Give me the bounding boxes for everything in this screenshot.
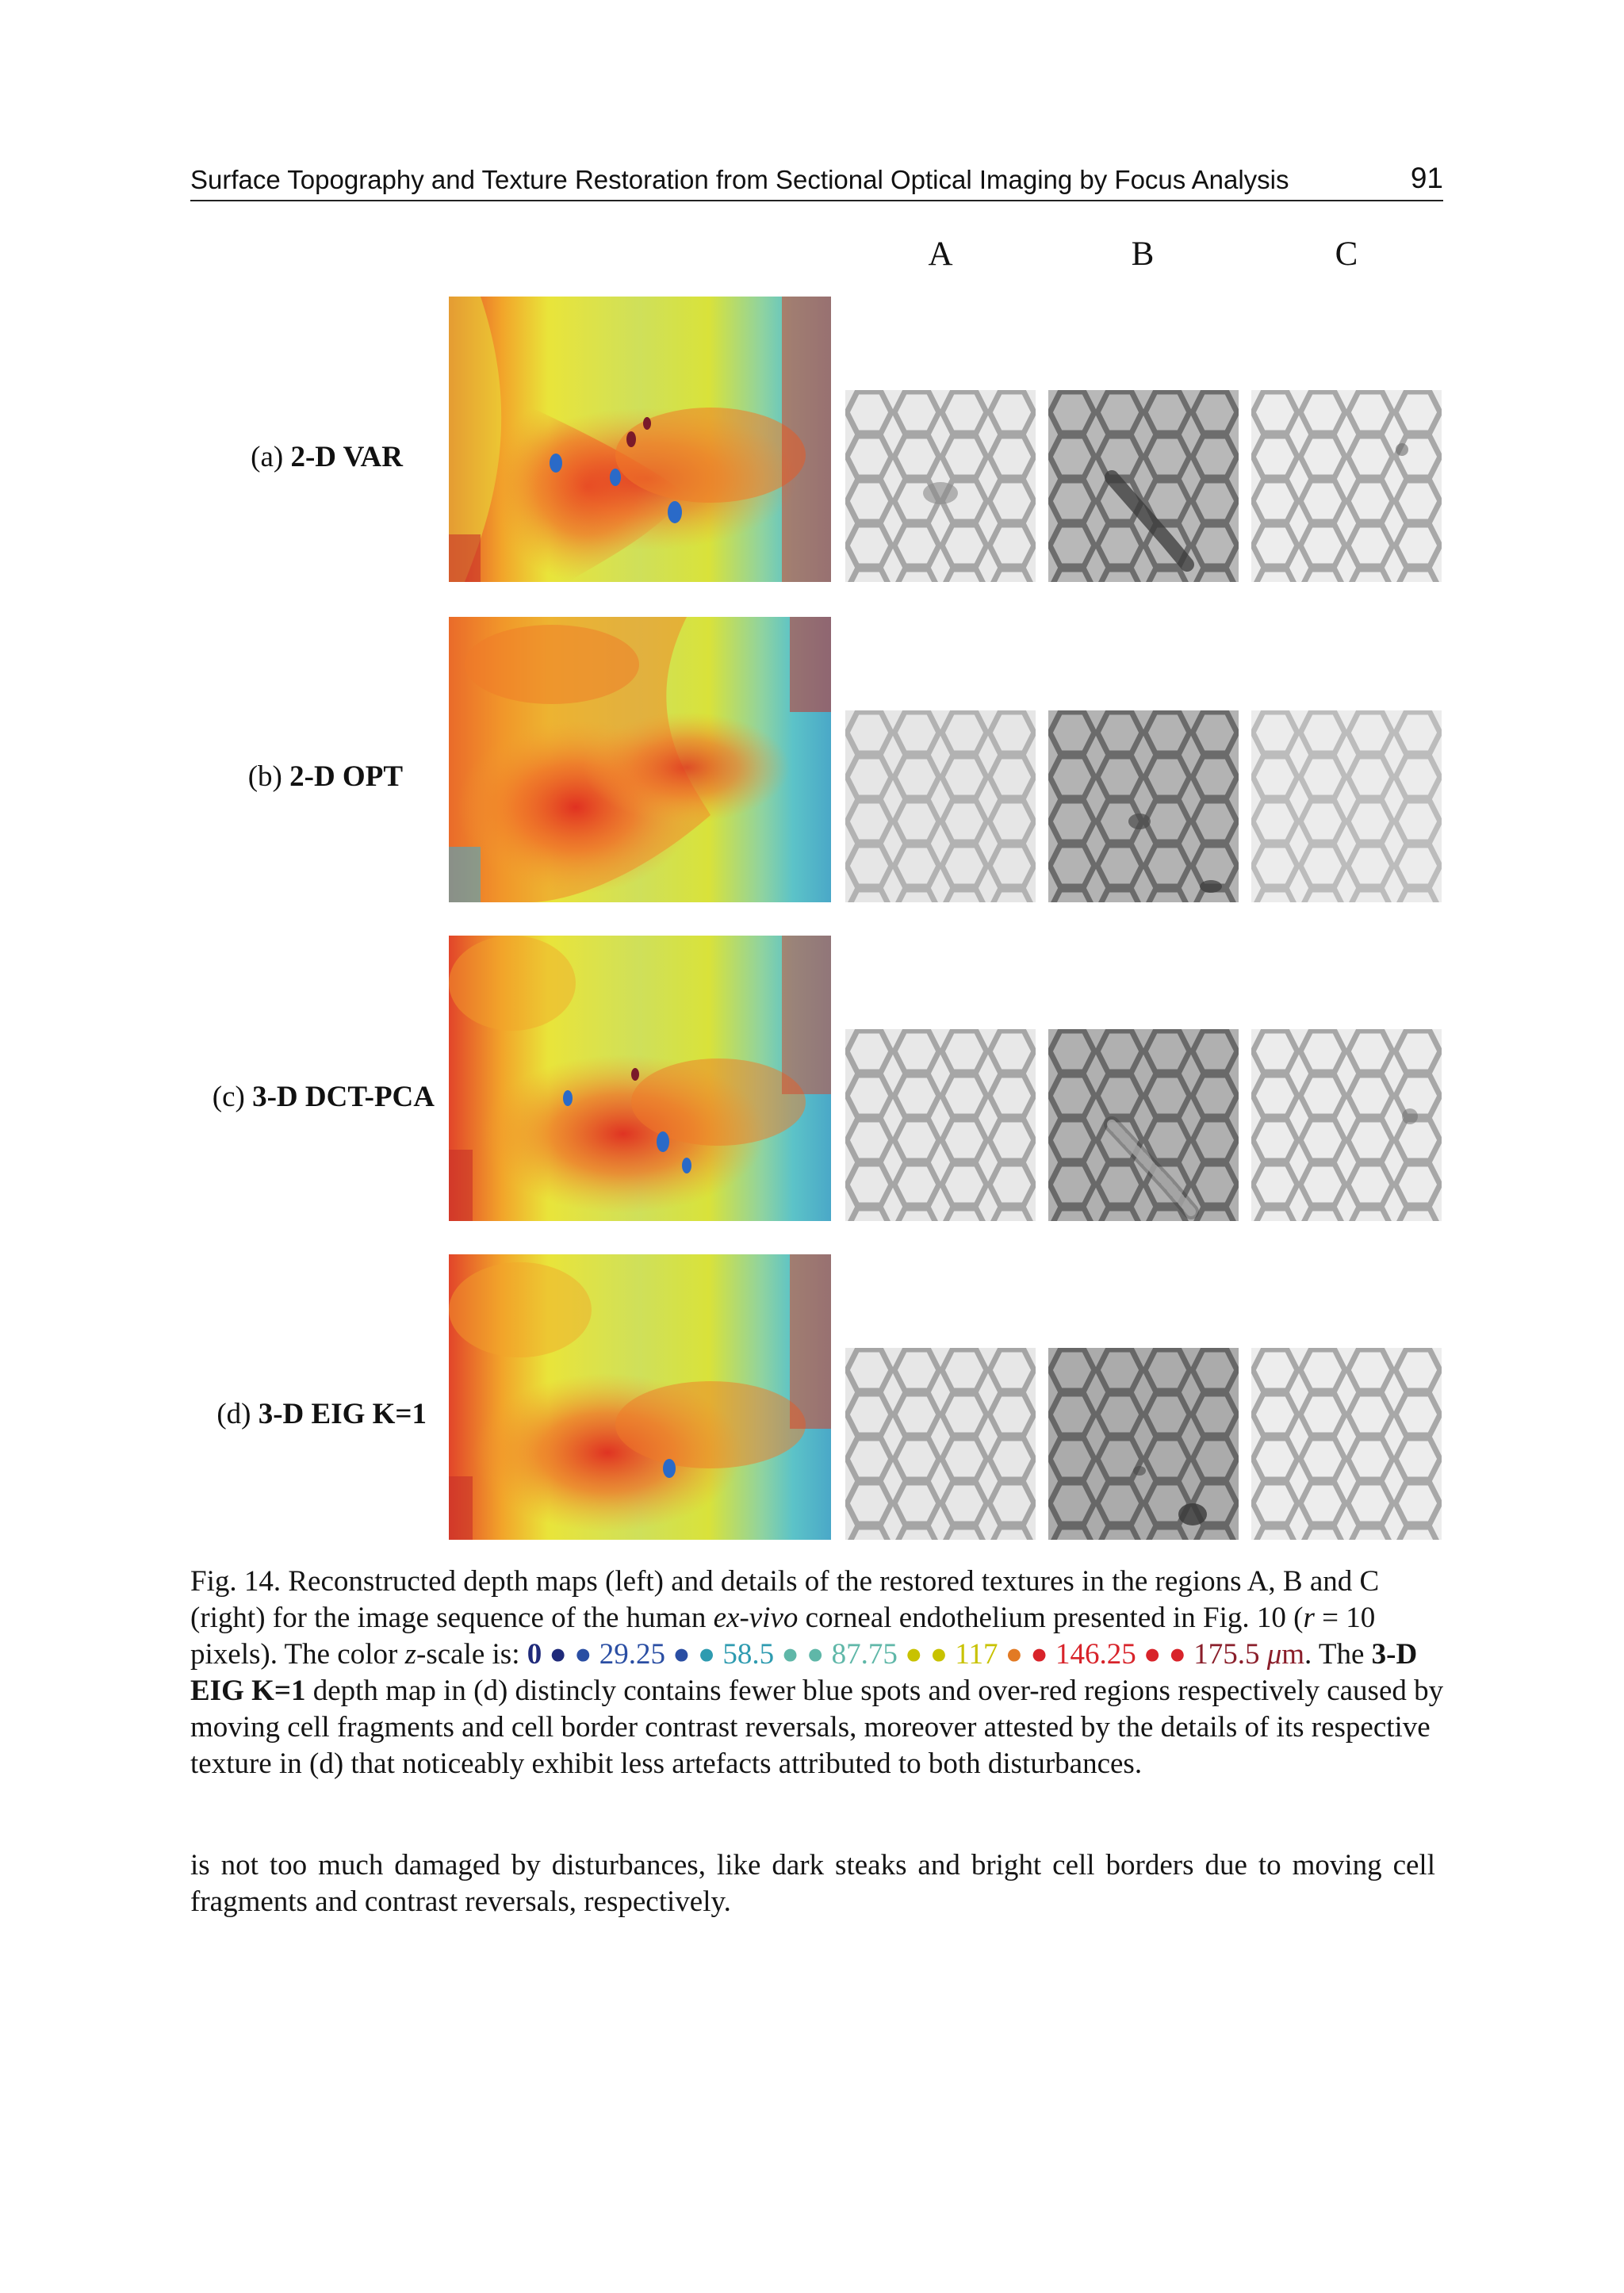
scale-value-29: 29.25 (599, 1638, 665, 1671)
texture-a-region-a (845, 390, 1036, 582)
row-label-a: (a) 2-D VAR (251, 441, 403, 473)
column-label-b: B (1131, 235, 1155, 273)
scale-dot-icon: ● (1005, 1638, 1024, 1671)
row-label-d: (d) 3-D EIG K=1 (216, 1398, 427, 1430)
running-header (190, 162, 1443, 201)
depth-map-b (449, 617, 831, 902)
depth-map-d (449, 1254, 831, 1540)
scale-dot-icon: ● (1030, 1638, 1048, 1671)
scale-value-117: 117 (955, 1638, 998, 1671)
texture-d-region-c (1251, 1348, 1442, 1540)
scale-value-58: 58.5 (722, 1638, 775, 1671)
running-title: Surface Topography and Texture Restoration from Sectional Optical Imaging by Focus Analysis (190, 165, 1289, 194)
scale-value-146: 146.25 (1055, 1638, 1136, 1671)
figure-caption: Fig. 14. Reconstructed depth maps (left) and details of the restored textures in the regions A, B and C (right) for the image sequence of the human ex-vivo corneal endothelium presented in Fig. 10 (r = 10 pixels). The color z-scale is: 0 ● ● 29.25 ● ● 58.5 ● ● 87.75 ● ● 117 ● ● 146.25 ● ● 175.5 μm. The 3-D EIG K=1 depth map in (d) distincly contains fewer blue spots and over-red regions respectively caused by moving cell fragments and cell border contrast reversals, moreover attested by the details of its respective texture in (d) that noticeably exhibit less artefacts attributed to both disturbances. (190, 1565, 1444, 1780)
texture-c-region-c (1251, 1029, 1442, 1221)
scale-dot-icon: ● (549, 1638, 567, 1671)
depth-map-c (449, 936, 831, 1221)
column-label-a: A (928, 235, 953, 273)
scale-dot-icon: ● (697, 1638, 716, 1671)
texture-b-region-b (1048, 710, 1239, 902)
texture-a-region-b (1048, 390, 1239, 582)
row-label-b: (b) 2-D OPT (247, 760, 403, 793)
depth-map-a (449, 297, 831, 582)
texture-b-region-c (1251, 710, 1442, 902)
scale-dot-icon: ● (781, 1638, 799, 1671)
scale-dot-icon: ● (1143, 1638, 1162, 1671)
scale-value-175: 175.5 (1193, 1638, 1260, 1671)
scale-dot-icon: ● (905, 1638, 923, 1671)
texture-a-region-c (1251, 390, 1442, 582)
scale-dot-icon: ● (574, 1638, 592, 1671)
texture-c-region-b (1048, 1029, 1239, 1221)
scale-dot-icon: ● (806, 1638, 825, 1671)
scale-value-0: 0 (527, 1638, 542, 1671)
scale-dot-icon: ● (672, 1638, 691, 1671)
texture-c-region-a (845, 1029, 1036, 1221)
page-number: 91 (1410, 162, 1443, 194)
scale-dot-icon: ● (929, 1638, 948, 1671)
scale-dot-icon: ● (1168, 1638, 1186, 1671)
texture-d-region-a (845, 1348, 1036, 1540)
texture-d-region-b (1048, 1348, 1239, 1540)
column-label-c: C (1335, 235, 1358, 273)
row-label-c: (c) 3-D DCT-PCA (212, 1081, 435, 1113)
body-paragraph: is not too much damaged by disturbances, like dark steaks and bright cell borders due to moving cell fragments and contrast reversals, respectively. (190, 1849, 1435, 1918)
scale-value-87: 87.75 (831, 1638, 898, 1671)
texture-b-region-a (845, 710, 1036, 902)
